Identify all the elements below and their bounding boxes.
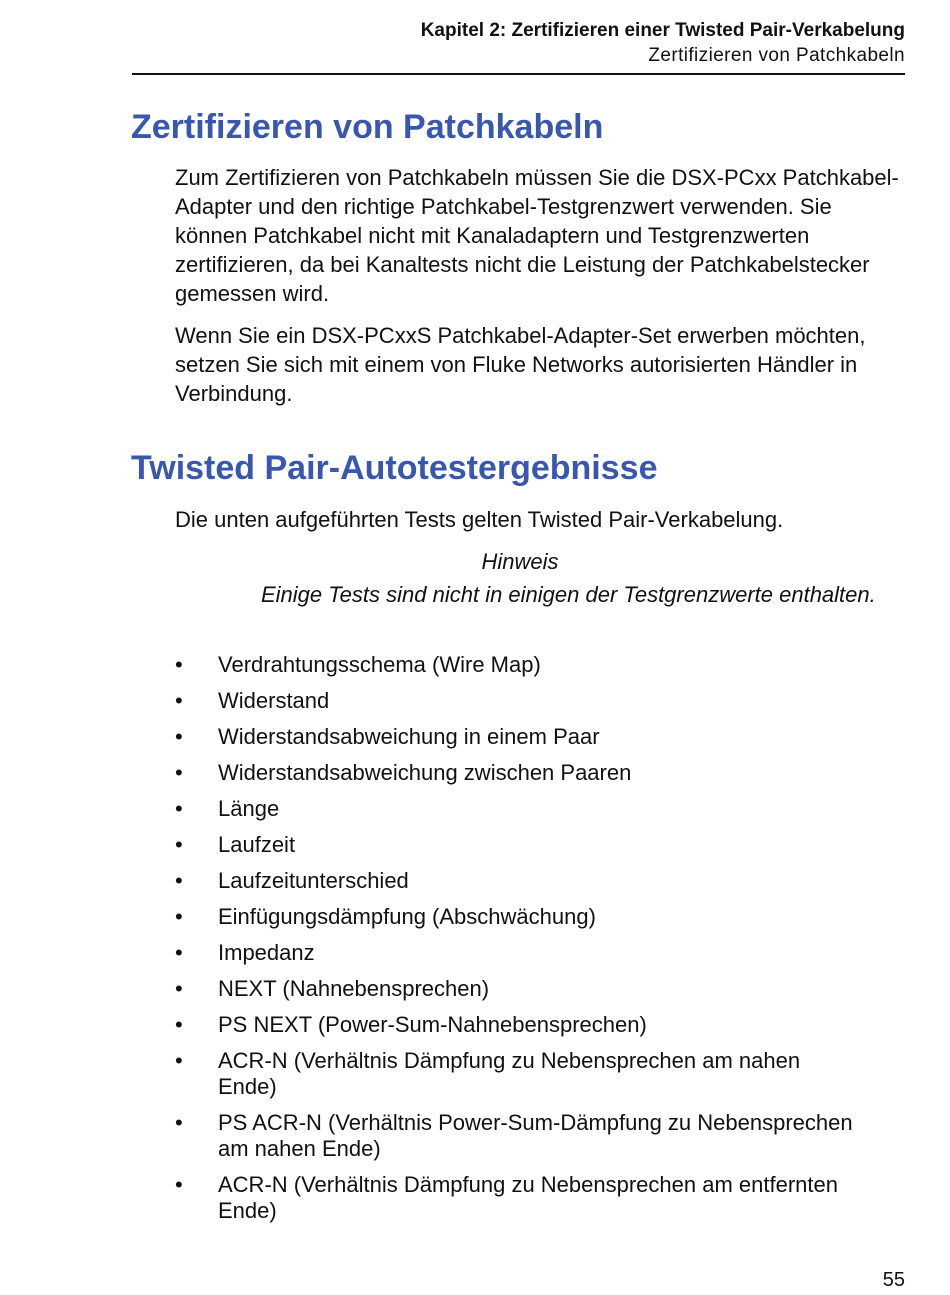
list-item — [175, 1048, 855, 1100]
list-item — [175, 976, 855, 1002]
list-item — [175, 832, 855, 858]
list-item-text: Einfügungsdämpfung (Abschwächung) — [218, 904, 596, 929]
note-text: Einige Tests sind nicht in einigen der Testgrenzwerte enthalten. — [261, 582, 876, 607]
bullet-icon: • — [175, 796, 183, 821]
list-item-text: PS NEXT (Power-Sum-Nahnebensprechen) — [218, 1012, 647, 1037]
paragraph-adapter-set: Wenn Sie ein DSX-PCxxS Patchkabel-Adapter-Set erwerben möchten, setzen Sie sich mit einem von Fluke Networks autorisierten Händler in Verbindung. — [175, 323, 866, 406]
bullet-icon: • — [175, 760, 183, 785]
test-list — [175, 652, 855, 1234]
bullet-icon: • — [175, 688, 183, 713]
list-item — [175, 1012, 855, 1038]
list-item-text: Impedanz — [218, 940, 315, 965]
paragraph-autotest-intro: Die unten aufgeführten Tests gelten Twisted Pair-Verkabelung. — [175, 507, 784, 532]
section-title-autotest: Twisted Pair-Autotestergebnisse — [131, 449, 658, 487]
list-item — [175, 868, 855, 894]
bullet-icon: • — [175, 976, 183, 1001]
paragraph-patchkabel-intro: Zum Zertifizieren von Patchkabeln müssen Sie die DSX-PCxx Patchkabel-Adapter und den richtige Patchkabel-Testgrenzwert verwenden. Sie können Patchkabel nicht mit Kanaladaptern und Testgrenzwerten zertifizieren, da bei Kanaltests nicht die Leistung der Patchkabelstecker gemessen wird. — [175, 165, 899, 306]
list-item — [175, 904, 855, 930]
list-item-text: PS ACR-N (Verhältnis Power-Sum-Dämpfung zu Nebensprechen am nahen Ende) — [218, 1110, 853, 1161]
bullet-icon: • — [175, 868, 183, 893]
list-item-text: Laufzeit — [218, 832, 296, 857]
list-item — [175, 940, 855, 966]
list-item — [175, 652, 855, 678]
bullet-icon: • — [175, 940, 183, 965]
list-item — [175, 796, 855, 822]
bullet-icon: • — [175, 652, 183, 677]
bullet-icon: • — [175, 832, 183, 857]
section-title-patchkabel: Zertifizieren von Patchkabeln — [131, 108, 604, 146]
list-item — [175, 1110, 855, 1162]
bullet-icon: • — [175, 1110, 183, 1135]
list-item-text: ACR-N (Verhältnis Dämpfung zu Nebensprechen am entfernten Ende) — [218, 1172, 838, 1223]
bullet-icon: • — [175, 1048, 183, 1073]
header-chapter-title: Kapitel 2: Zertifizieren einer Twisted Pair-Verkabelung — [420, 20, 905, 41]
list-item-text: Widerstandsabweichung in einem Paar — [218, 724, 600, 749]
bullet-icon: • — [175, 724, 183, 749]
list-item — [175, 1172, 855, 1224]
list-item — [175, 760, 855, 786]
page-number: 55 — [882, 1269, 905, 1291]
list-item-text: Widerstandsabweichung zwischen Paaren — [218, 760, 632, 785]
list-item-text: NEXT (Nahnebensprechen) — [218, 976, 490, 1001]
list-item-text: Widerstand — [218, 688, 330, 713]
header-section-title: Zertifizieren von Patchkabeln — [648, 45, 905, 66]
bullet-icon: • — [175, 904, 183, 929]
list-item — [175, 724, 855, 750]
list-item-text: Laufzeitunterschied — [218, 868, 409, 893]
note-title: Hinweis — [481, 549, 559, 574]
running-header — [132, 18, 905, 68]
list-item-text: Verdrahtungsschema (Wire Map) — [218, 652, 541, 677]
bullet-icon: • — [175, 1172, 183, 1197]
list-item — [175, 688, 855, 714]
header-divider — [132, 73, 905, 75]
list-item-text: Länge — [218, 796, 280, 821]
list-item-text: ACR-N (Verhältnis Dämpfung zu Nebensprechen am nahen Ende) — [218, 1048, 801, 1099]
bullet-icon: • — [175, 1012, 183, 1037]
